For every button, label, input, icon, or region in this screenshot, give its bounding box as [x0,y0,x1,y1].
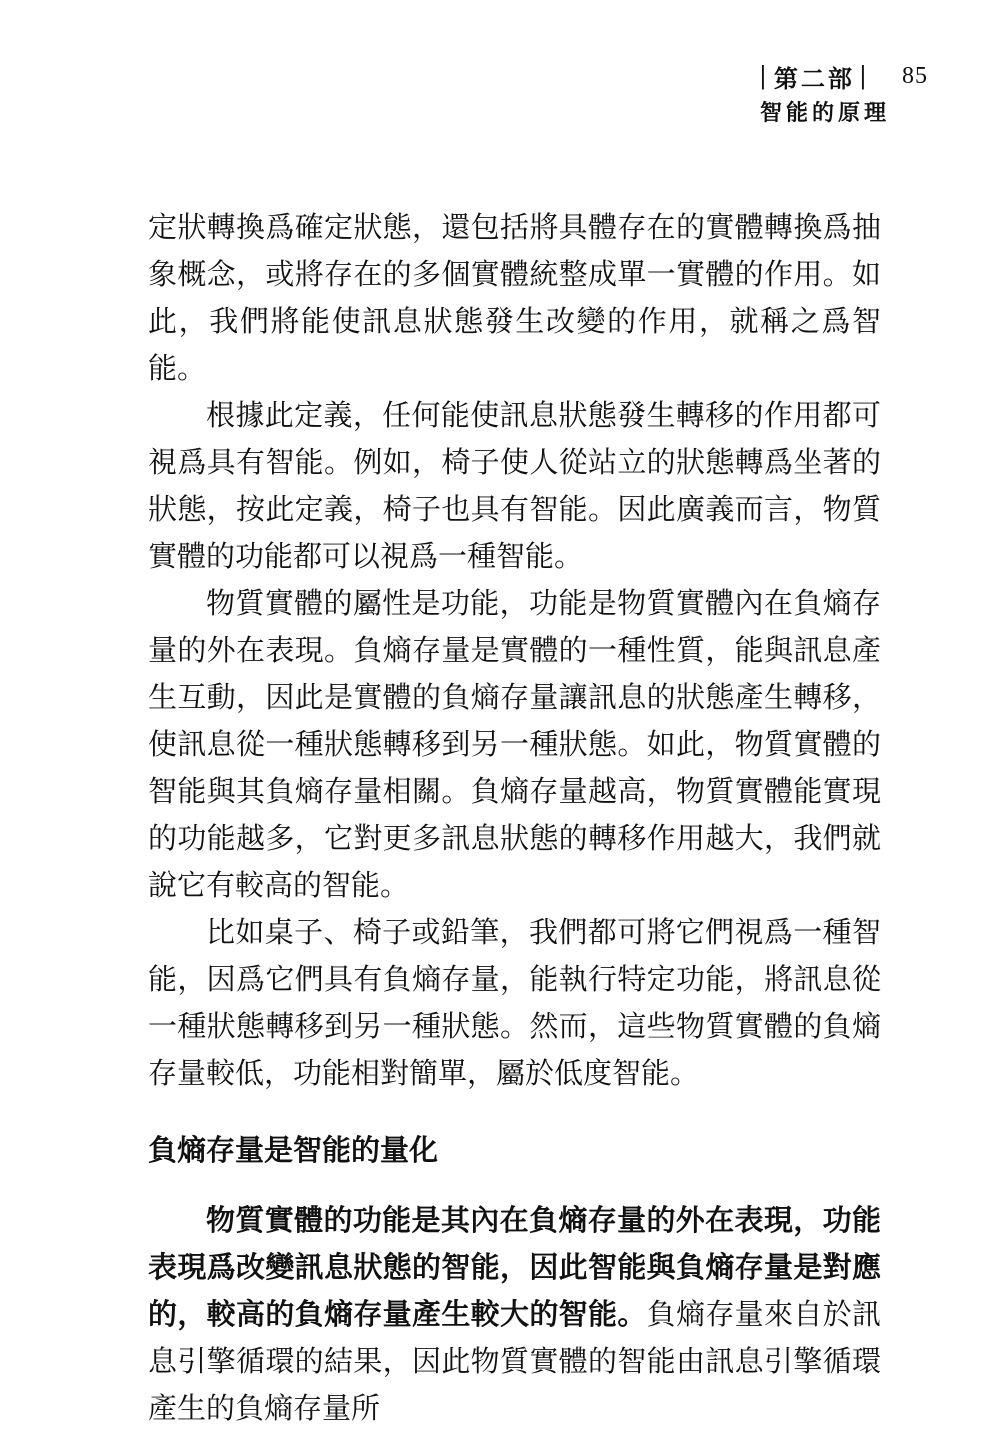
paragraph-2: 根據此定義，任何能使訊息狀態發生轉移的作用都可視爲具有智能。例如，椅子使人從站立的狀態轉爲坐著的狀態，按此定義，椅子也具有智能。因此廣義而言，物質實體的功能都可以視爲一種智能。 [148,398,881,573]
paragraph-3: 物質實體的屬性是功能，功能是物質實體內在負熵存量的外在表現。負熵存量是實體的一種性質，能與訊息產生互動，因此是實體的負熵存量讓訊息的狀態產生轉移，使訊息從一種狀態轉移到另一種狀態。如此，物質實體的智能與其負熵存量相關。負熵存量越高，物質實體能實現的功能越多，它對更多訊息狀態的轉移作用越大，我們就說它有較高的智能。 [148,586,881,902]
chapter-title: 智能的原理 [759,100,890,126]
separator-left: | [758,62,770,90]
paragraph-1: 定狀轉換爲確定狀態，還包括將具體存在的實體轉換爲抽象概念，或將存在的多個實體統整成單一實體的作用。如此，我們將能使訊息狀態發生改變的作用，就稱之爲智能。 [148,210,881,385]
paragraph-5-text: 負熵存量來自於訊息引擎循環的結果，因此物質實體的智能由訊息引擎循環產生的負熵存量所 [148,1297,881,1425]
separator-right: | [858,62,870,90]
running-header [755,58,928,127]
paragraph-5 [148,1197,881,1432]
part-label: 第二部 [773,63,855,93]
page-body [148,204,881,1432]
paragraph-4: 比如桌子、椅子或鉛筆，我們都可將它們視爲一種智能，因爲它們具有負熵存量，能執行特定功能，將訊息從一種狀態轉移到另一種狀態。然而，這些物質實體的負熵存量較低，功能相對簡單，屬於低度智能。 [148,915,881,1090]
part-label-row [755,58,928,94]
page-number: 85 [902,62,928,89]
section-heading: 負熵存量是智能的量化 [148,1133,439,1167]
paragraph-5-emphasis: 物質實體的功能是其內在負熵存量的外在表現，功能表現爲改變訊息狀態的智能，因此智能與負熵存量是對應的，較高的負熵存量產生較大的智能。 [148,1203,881,1331]
